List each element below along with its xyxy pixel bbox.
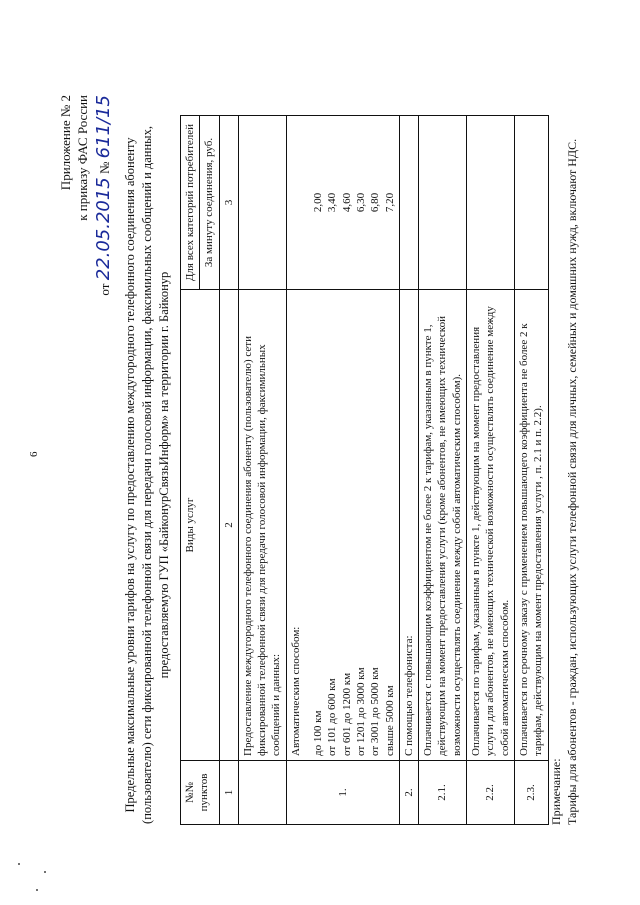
scan-speck (44, 871, 46, 873)
price-value: 2,00 (312, 192, 325, 213)
index-cell: 2 (219, 290, 238, 761)
header-num: №№ пунктов (181, 761, 220, 825)
scan-speck (36, 889, 38, 891)
header-service: Виды услуг (181, 290, 220, 761)
header-per-minute: За минуту соединения, руб. (200, 116, 219, 290)
row-number: 2.2. (467, 761, 515, 825)
row-service-heading: Автоматическим способом: (289, 626, 302, 756)
scan-speck (18, 863, 20, 865)
row-price (238, 116, 286, 290)
index-cell: 3 (219, 116, 238, 290)
price-value: 7,20 (383, 192, 396, 213)
distance-item: от 1201 до 3000 км (354, 667, 367, 756)
row-service: Оплачивается по срочному заказу с применением повышающего коэффициента не более 2 к тарифам, действующим на момент предоставления услуги , п. 2.1 и п. 2.2). (514, 290, 548, 761)
row-number: 2.1. (419, 761, 467, 825)
row-number (238, 761, 286, 825)
handwritten-number: 611/15 (92, 95, 114, 159)
distance-item: до 100 км (312, 710, 325, 756)
row-number: 2.3. (514, 761, 548, 825)
page-number: 6 (28, 451, 40, 457)
note-block (548, 139, 580, 825)
row-price (514, 116, 548, 290)
appendix-order: к приказу ФАС России (74, 95, 90, 221)
appendix-block (58, 95, 115, 296)
row-service: С помощью телефониста: (399, 290, 418, 761)
price-value: 6,80 (369, 192, 382, 213)
document-title: Предельные максимальные уровни тарифов на услугу по предоставлению междугородного телефонного соединения абоненту (пользователю) сети фиксированной телефонной связи для передачи голосовой информации, факсимильных сообщений и данных, предоставляемую ГУП «БайконурСвязьИнформ» на территории г. Байконур (123, 126, 171, 824)
table-row (238, 116, 286, 825)
row-prices (286, 116, 399, 290)
number-prefix: № (96, 161, 112, 174)
row-number: 1. (286, 761, 399, 825)
row-service: Оплачивается по тарифам, указанным в пункте 1, действующим на момент предоставления услуги для абонентов, не имеющих технической возможности осуществлять соединение между собой автоматическим способом. (467, 290, 515, 761)
row-service (286, 290, 399, 761)
table-row (399, 116, 418, 825)
row-service: Оплачивается с повышающим коэффициентом не более 2 к тарифам, указанным в пункте 1, действующим на момент предоставления услуги (кроме абонентов, не имеющих технической возможности осуществлять соединение между собой автоматическим способом). (419, 290, 467, 761)
date-prefix: от (96, 283, 112, 296)
header-category: Для всех категорий потребителей (181, 116, 200, 290)
row-price (419, 116, 467, 290)
index-cell: 1 (219, 761, 238, 825)
appendix-date-line (92, 95, 115, 296)
row-price (467, 116, 515, 290)
table-row (286, 116, 399, 825)
note-label: Примечание: (549, 758, 563, 825)
handwritten-date: 22.05.2015 (92, 177, 114, 281)
tariff-table (180, 115, 549, 825)
row-price (399, 116, 418, 290)
appendix-title: Приложение № 2 (58, 95, 73, 191)
row-number: 2. (399, 761, 418, 825)
header-row (181, 116, 200, 825)
table-row (467, 116, 515, 825)
table-row (514, 116, 548, 825)
price-value: 3,40 (326, 192, 339, 213)
note-text: Тарифы для абонентов - граждан, использующих услуги телефонной связи для личных, семейных и домашних нужд, включают НДС. (565, 138, 580, 825)
distance-item: от 3001 до 5000 км (369, 667, 382, 756)
price-value: 6,30 (354, 192, 367, 213)
distance-item: от 101 до 600 км (326, 678, 339, 756)
row-service: Предоставление междугородного телефонного соединения абоненту (пользователю) сети фиксированной телефонной связи для передачи голосовой информации, факсимильных сообщений и данных: (238, 290, 286, 761)
table-row (419, 116, 467, 825)
distance-item: от 601 до 1200 км (340, 672, 353, 756)
index-row (219, 116, 238, 825)
price-value: 4,60 (340, 192, 353, 213)
distance-item: свыше 5000 км (383, 685, 396, 756)
